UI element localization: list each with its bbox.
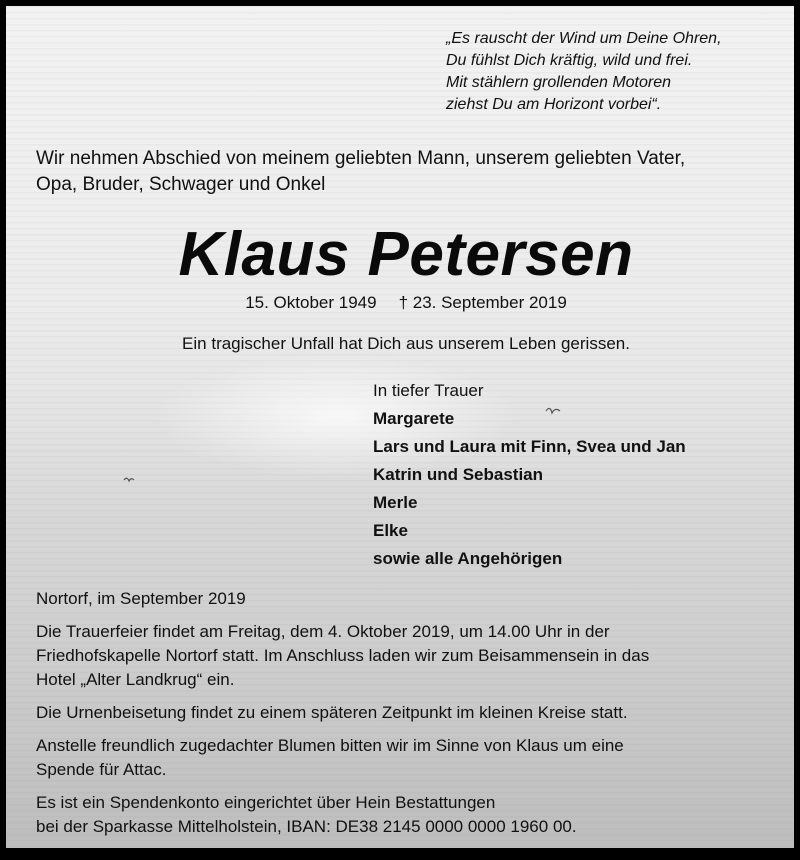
quote-line: „Es rauscht der Wind um Deine Ohren,	[446, 30, 722, 47]
account-line: bei der Sparkasse Mittelholstein, IBAN: DE38 2145 0000 0000 1960 00.	[36, 817, 577, 836]
funeral-paragraph	[36, 620, 780, 692]
place-date: Nortorf, im September 2019	[36, 589, 246, 608]
donation-paragraph	[36, 734, 780, 782]
mourner-name: Margarete	[373, 409, 455, 428]
intro-line: Wir nehmen Abschied von meinem geliebten Mann, unserem geliebten Vater,	[36, 148, 686, 169]
account-paragraph	[36, 791, 780, 839]
birth-date: 15. Oktober 1949	[245, 293, 377, 312]
quote-line: ziehst Du am Horizont vorbei“.	[446, 96, 662, 113]
funeral-line: Friedhofskapelle Nortorf statt. Im Anschluss laden wir zum Beisammensein in das	[36, 646, 650, 665]
mourner-name: Katrin und Sebastian	[373, 465, 544, 484]
urn-paragraph	[36, 701, 780, 725]
funeral-line: Hotel „Alter Landkrug“ ein.	[36, 670, 235, 689]
accident-line: Ein tragischer Unfall hat Dich aus unserem Leben gerissen.	[182, 334, 630, 353]
mourners-list	[373, 377, 773, 573]
deceased-name: Klaus Petersen	[178, 220, 634, 289]
death-date: † 23. September 2019	[398, 293, 567, 312]
life-dates	[6, 291, 800, 315]
account-line: Es ist ein Spendenkonto eingerichtet über Hein Bestattungen	[36, 793, 496, 812]
quote-line: Mit stählern grollenden Motoren	[446, 74, 672, 91]
mourner-name: Elke	[373, 521, 408, 540]
funeral-line: Die Trauerfeier findet am Freitag, dem 4. Oktober 2019, um 14.00 Uhr in der	[36, 622, 610, 641]
intro-line: Opa, Bruder, Schwager und Onkel	[36, 174, 326, 195]
notice-body	[36, 587, 780, 848]
quote-line: Du fühlst Dich kräftig, wild und frei.	[446, 52, 693, 69]
mourner-name: sowie alle Angehörigen	[373, 549, 563, 568]
donation-line: Spende für Attac.	[36, 760, 167, 779]
poem-quote	[446, 28, 786, 116]
mourners-lead: In tiefer Trauer	[373, 381, 484, 400]
donation-line: Anstelle freundlich zugedachter Blumen bitten wir im Sinne von Klaus um eine	[36, 736, 624, 755]
urn-line: Die Urnenbeisetung findet zu einem späteren Zeitpunkt im kleinen Kreise statt.	[36, 703, 628, 722]
mourner-name: Lars und Laura mit Finn, Svea und Jan	[373, 437, 686, 456]
mourner-name: Merle	[373, 493, 418, 512]
intro-text	[36, 146, 780, 198]
